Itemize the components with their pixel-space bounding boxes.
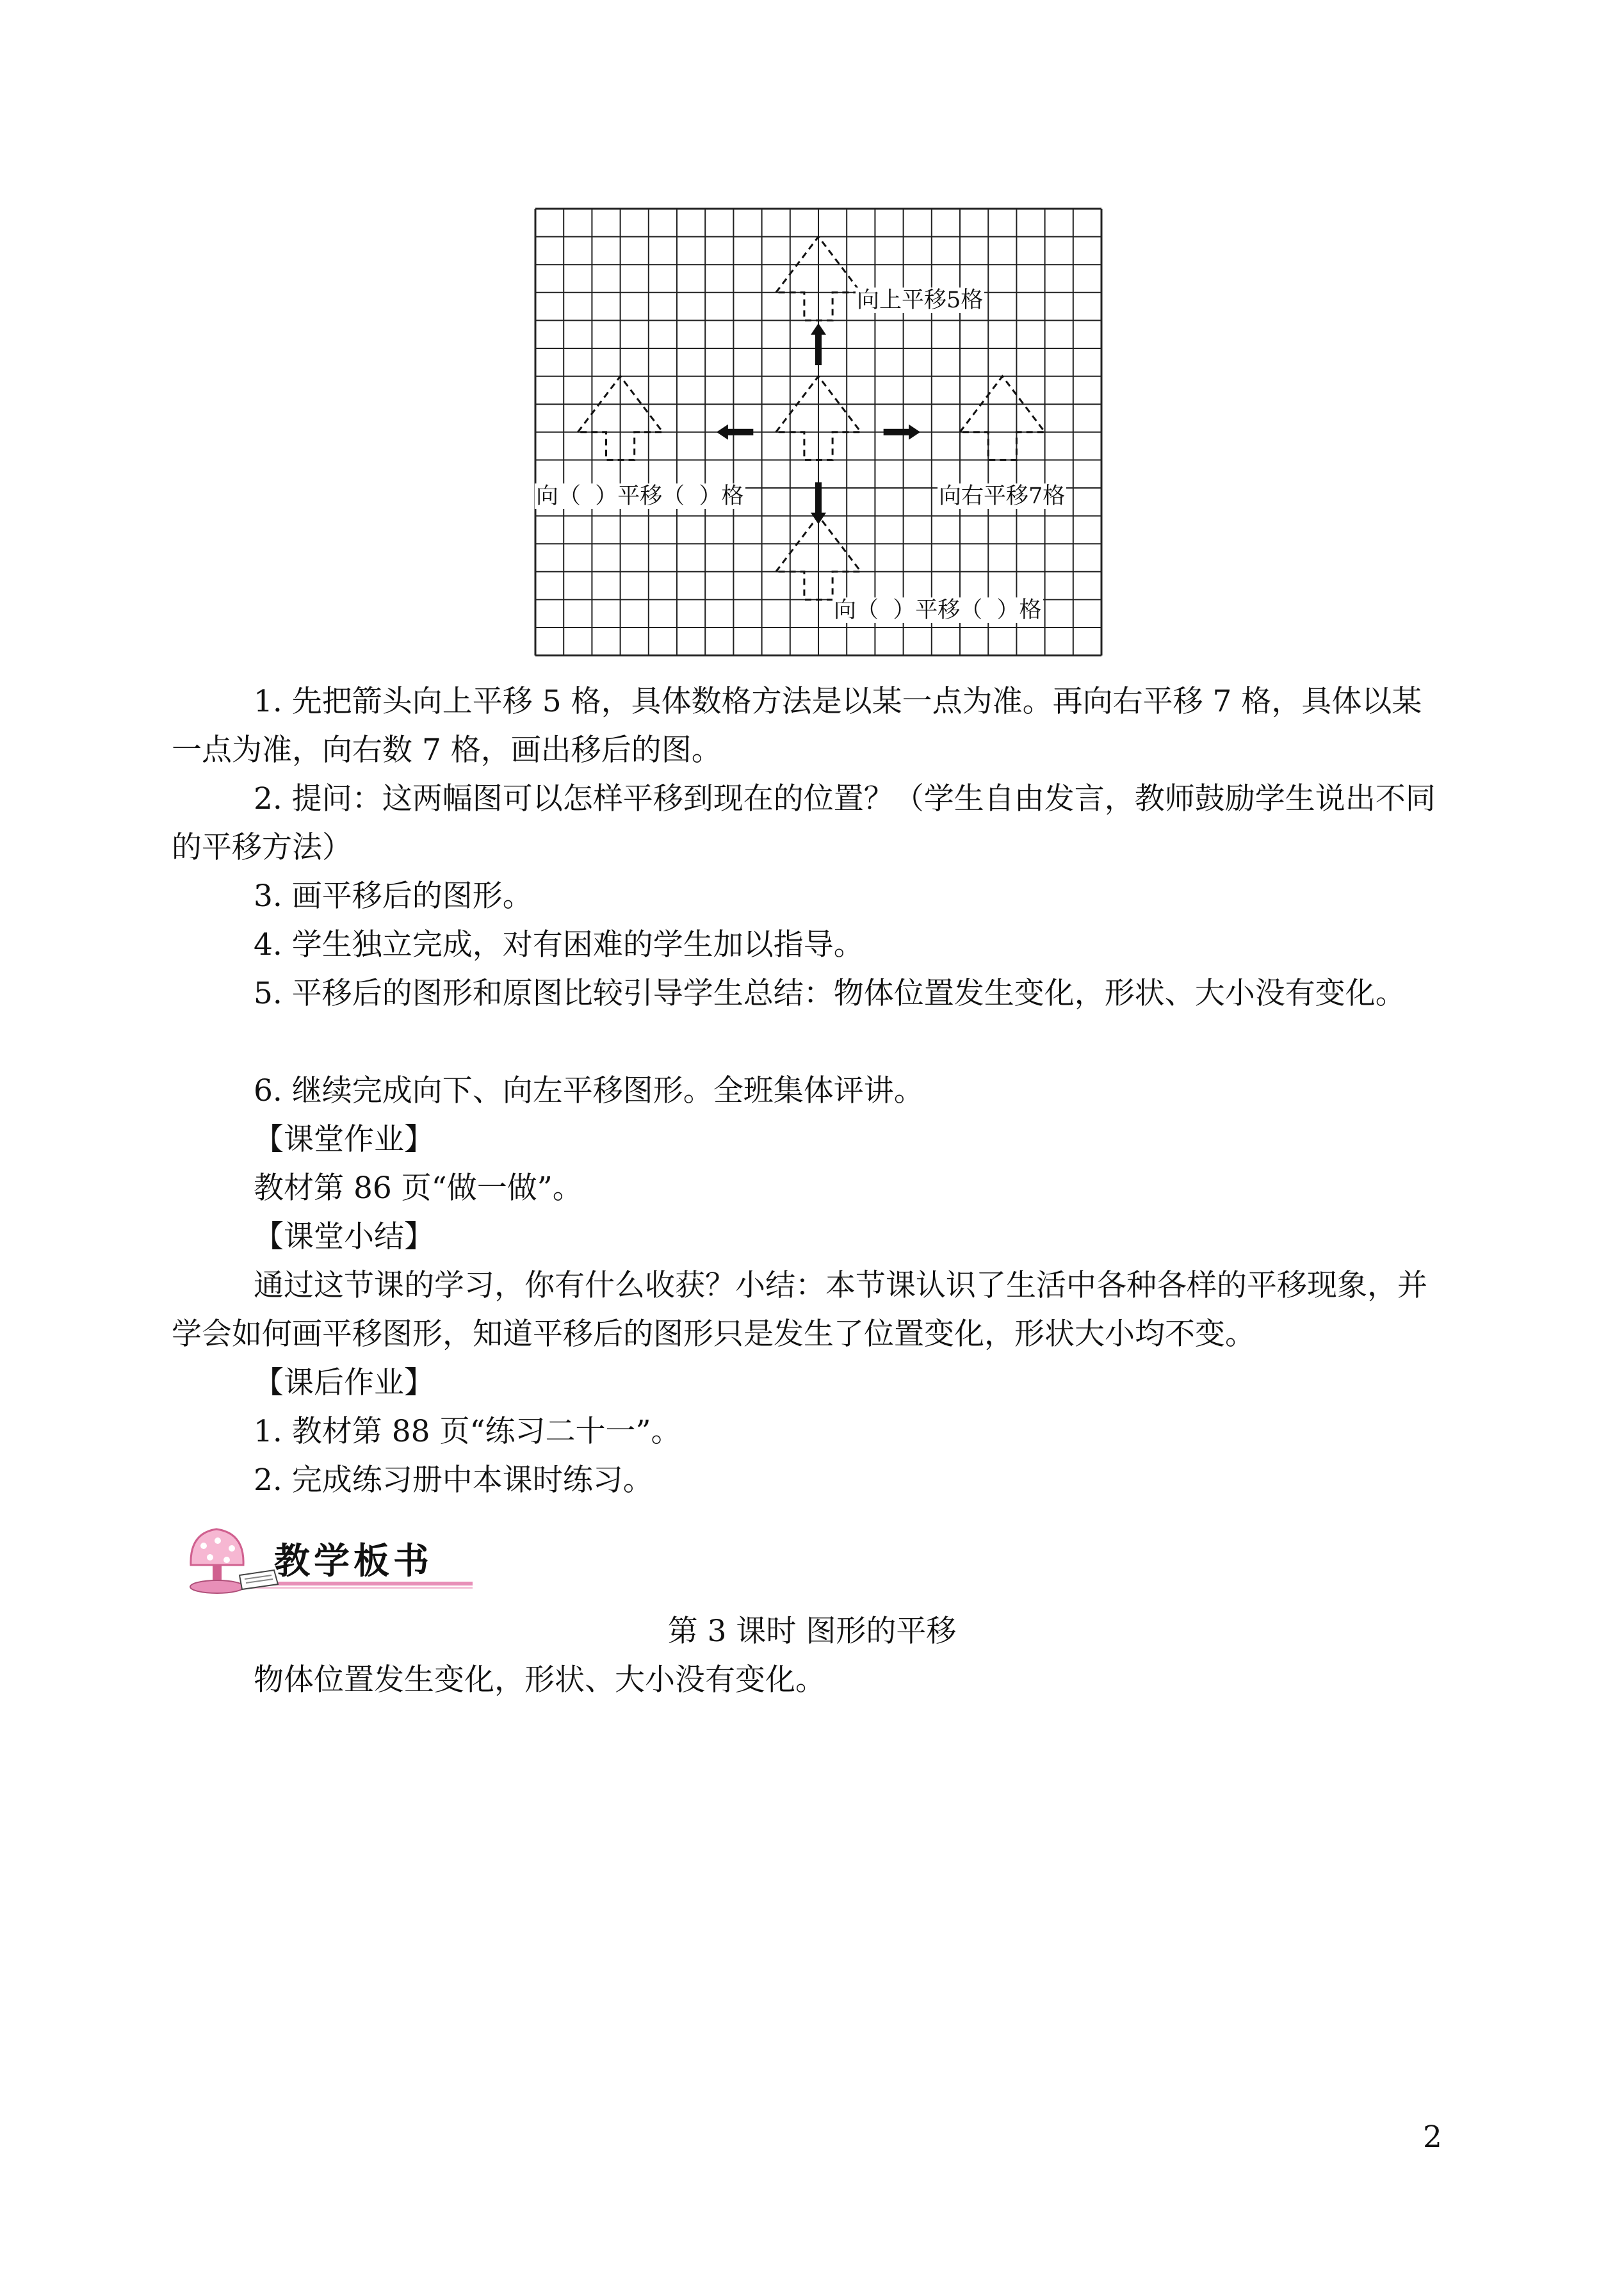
arrow-down [811,482,826,524]
step-6: 6. 继续完成向下、向左平移图形。全班集体评讲。 [254,1073,924,1108]
label-down: 向（ ）平移（ ）格 [834,597,1042,623]
board-content: 物体位置发生变化，形状、大小没有变化。 [254,1662,825,1698]
board-title: 第 3 课时 图形的平移 [667,1614,957,1649]
step-4: 4. 学生独立完成，对有困难的学生加以指导。 [254,927,864,962]
label-right: 向右平移7格 [939,483,1066,509]
classwork-heading: 【课堂作业】 [254,1122,434,1157]
arrow-up [811,323,826,365]
translation-grid-figure [533,207,1105,657]
step-2: 2. 提问：这两幅图可以怎样平移到现在的位置？（学生自由发言，教师鼓励学生说出不同的平移方法） [172,781,1436,865]
step-5: 5. 平移后的图形和原图比较引导学生总结：物体位置发生变化，形状、大小没有变化。 [254,976,1406,1011]
board-banner [178,1520,473,1602]
label-left: 向（ ）平移（ ）格 [536,483,744,509]
arrow-right [884,425,920,440]
homework-heading: 【课后作业】 [254,1365,434,1400]
summary-heading: 【课堂小结】 [254,1219,434,1254]
homework-item-1: 1. 教材第 88 页“练习二十一”。 [254,1414,681,1449]
shape-right [960,377,1045,460]
page-number: 2 [1423,2120,1442,2155]
summary-text: 通过这节课的学习，你有什么收获？小结：本节课认识了生活中各种各样的平移现象，并学会如何画平移图形，知道平移后的图形只是发生了位置变化，形状大小均不变。 [172,1268,1427,1352]
label-up: 向上平移5格 [857,288,984,313]
banner-title: 教学板书 [274,1541,433,1582]
grid-svg [533,207,1105,657]
homework-item-2: 2. 完成练习册中本课时练习。 [254,1463,653,1498]
arrow-left [717,425,753,440]
step-1: 1. 先把箭头向上平移 5 格，具体数格方法是以某一点为准。再向右平移 7 格，具体以某一点为准，向右数 7 格，画出移后的图。 [172,684,1422,768]
step-3: 3. 画平移后的图形。 [254,879,533,914]
classwork-text: 教材第 86 页“做一做”。 [254,1171,583,1206]
